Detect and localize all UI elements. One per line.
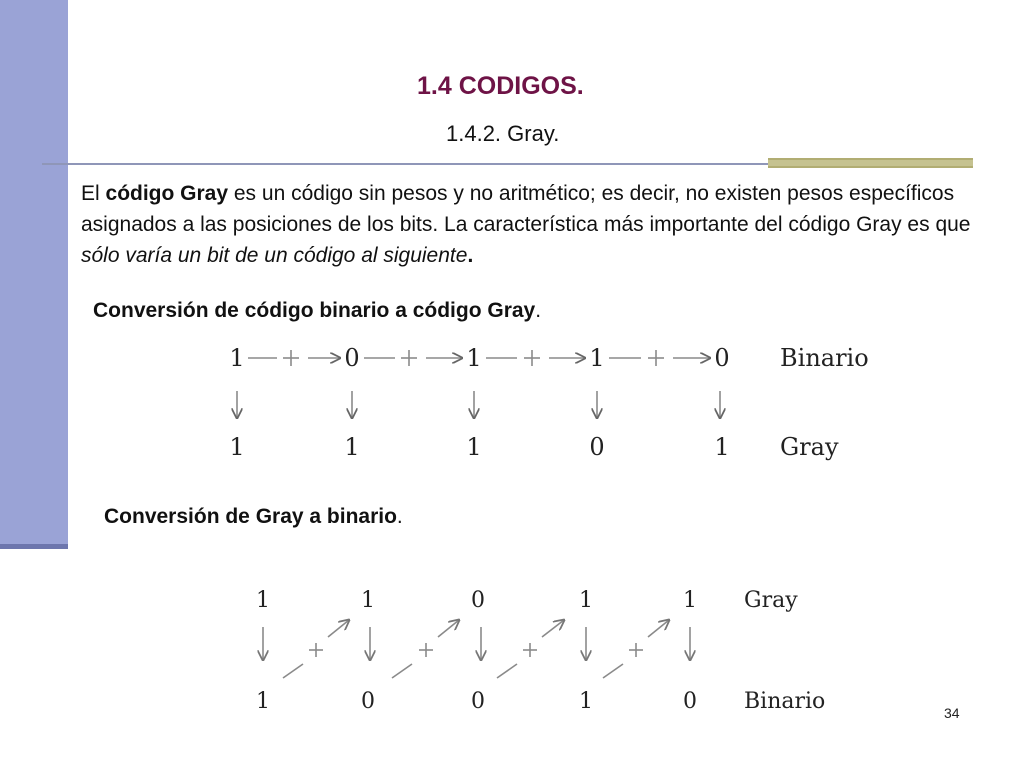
para-bold-term: código Gray: [105, 182, 229, 205]
bin-top-digit-2: 0: [344, 344, 360, 372]
para-italic-phrase: sólo varía un bit de un código al siguiente: [81, 244, 468, 267]
slide-title: 1.4 CODIGOS.: [417, 72, 584, 100]
g2b-bottom-digit-1: 1: [256, 689, 270, 714]
gray-bottom-digit-2: 1: [344, 433, 360, 461]
bin-top-digit-3: 1: [466, 344, 482, 372]
gray-bottom-digit-4: 0: [589, 433, 605, 461]
row-label-binario: Binario: [744, 689, 826, 714]
section-heading-text: Conversión de código binario a código Gray: [93, 299, 536, 322]
g2b-top-digit-4: 1: [579, 588, 593, 613]
diag-xor-connector-2: [392, 620, 459, 678]
g2b-bottom-digit-3: 0: [471, 689, 485, 714]
page-number: 34: [944, 705, 960, 721]
g2b-top-digit-5: 1: [683, 588, 697, 613]
row-label-binario: Binario: [780, 344, 869, 372]
bin-top-digit-5: 0: [714, 344, 730, 372]
g2b-bottom-digit-5: 0: [683, 689, 697, 714]
diag-xor-connector-4: [603, 620, 669, 678]
section-heading-period: .: [396, 505, 403, 528]
bin-top-digit-1: 1: [229, 344, 245, 372]
para-text-1: El: [81, 182, 106, 205]
g2b-bottom-digit-4: 1: [579, 689, 593, 714]
g2b-top-digit-3: 0: [471, 588, 485, 613]
diag-xor-connector-1: [283, 620, 349, 678]
g2b-top-digit-1: 1: [256, 588, 270, 613]
para-text-2: es un código sin pesos y no aritmético; es decir, no existen pesos específicos asignados a las posiciones de los bits. La característica más importante del código Gray es que: [81, 182, 971, 236]
gray-bottom-digit-5: 1: [714, 433, 730, 461]
row-label-gray: Gray: [744, 588, 798, 613]
section-heading-period: .: [535, 299, 542, 322]
diag-xor-connector-3: [497, 620, 564, 678]
row-label-gray: Gray: [780, 433, 839, 461]
g2b-bottom-digit-2: 0: [361, 689, 375, 714]
gray-bottom-digit-3: 1: [466, 433, 482, 461]
g2b-top-digit-2: 1: [361, 588, 375, 613]
section-heading-text: Conversión de Gray a binario: [104, 505, 397, 528]
bin-top-digit-4: 1: [589, 344, 605, 372]
gray-bottom-digit-1: 1: [229, 433, 245, 461]
slide-subtitle: 1.4.2. Gray.: [446, 121, 560, 146]
para-end-period: .: [467, 244, 474, 267]
